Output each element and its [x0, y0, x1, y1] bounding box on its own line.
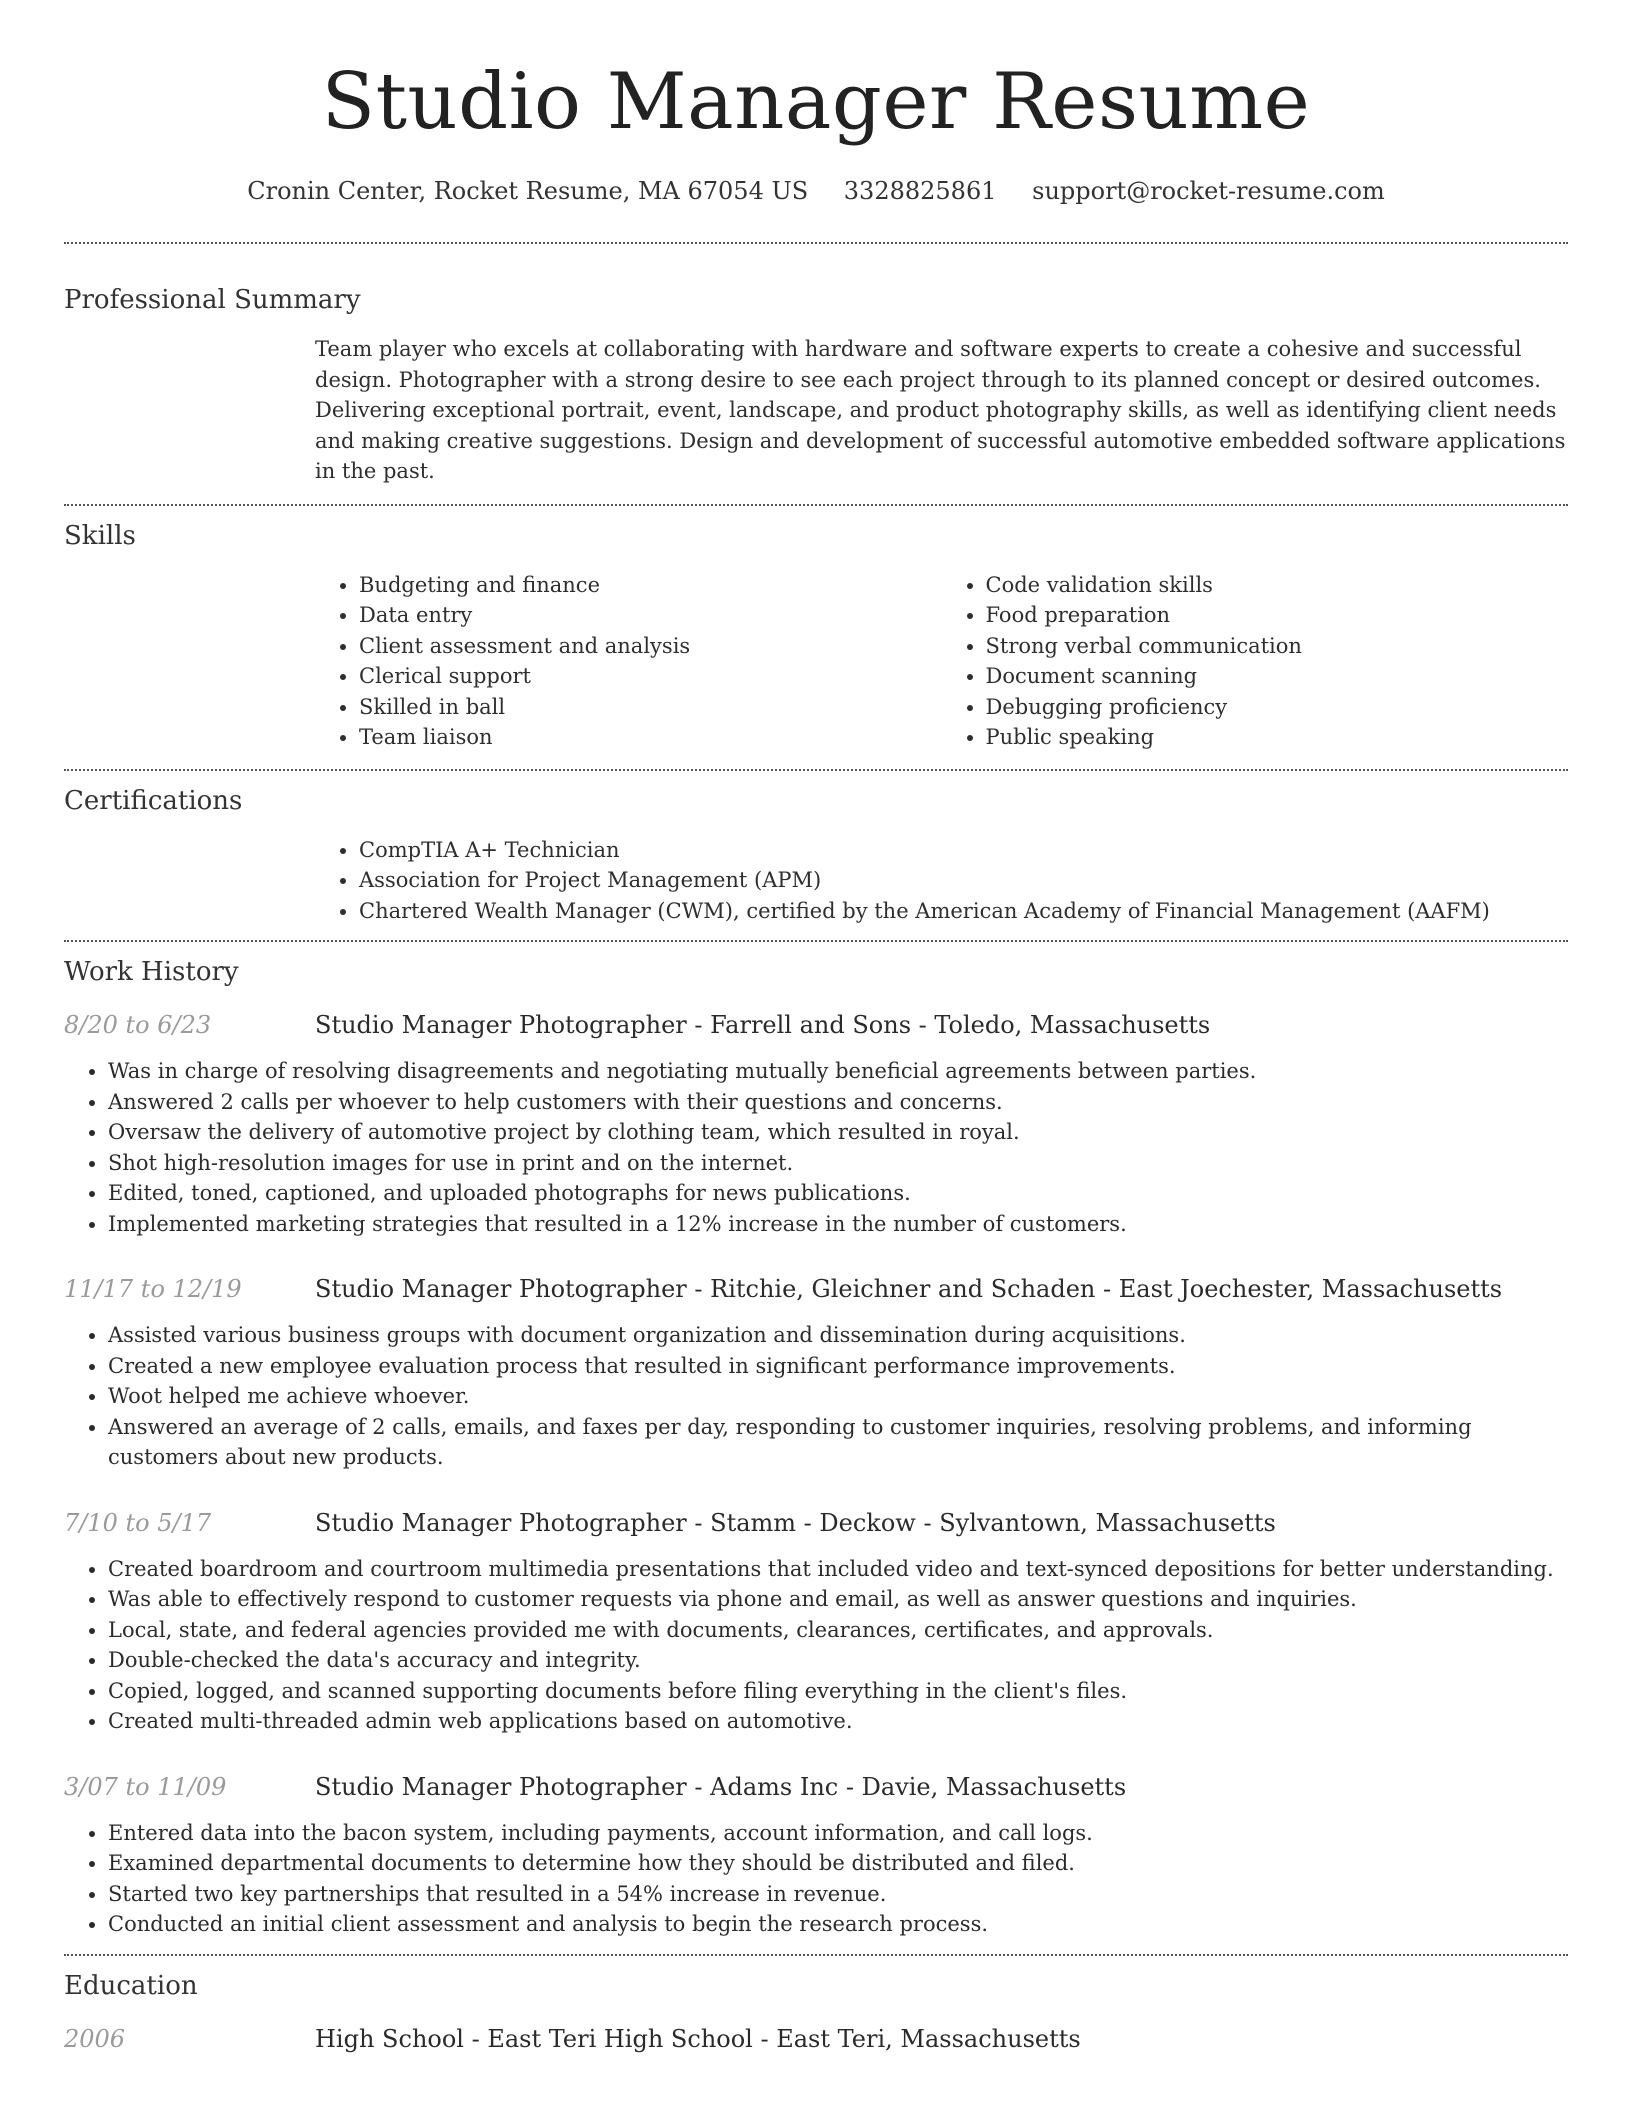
skill-item: • Document scanning: [986, 661, 1569, 692]
certifications-list: [315, 835, 1568, 927]
education-entry: [64, 2022, 1568, 2056]
certification-item: • Association for Project Management (APM): [359, 865, 1568, 896]
job-bullet: • Assisted various business groups with document organization and dissemination during acquisitions.: [108, 1320, 1568, 1351]
job-bullet: • Oversaw the delivery of automotive project by clothing team, which resulted in royal.: [108, 1117, 1568, 1148]
job-bullet: • Implemented marketing strategies that resulted in a 12% increase in the number of customers.: [108, 1209, 1568, 1240]
education-header: [64, 2022, 1568, 2056]
certification-item: • CompTIA A+ Technician: [359, 835, 1568, 866]
job-bullets: [64, 1818, 1568, 1940]
job-bullet: • Woot helped me achieve whoever.: [108, 1381, 1568, 1412]
job-date: 11/17 to 12/19: [64, 1275, 242, 1303]
job-bullet: • Answered an average of 2 calls, emails, and faxes per day, responding to customer inquiries, resolving problems, and informing customers about new products.: [108, 1412, 1568, 1473]
job-bullet: • Created boardroom and courtroom multimedia presentations that included video and text-synced depositions for better understanding.: [108, 1554, 1568, 1585]
job-date: 7/10 to 5/17: [64, 1508, 212, 1537]
job-bullet: • Created multi-threaded admin web applications based on automotive.: [108, 1706, 1568, 1737]
job-bullet: • Conducted an initial client assessment and analysis to begin the research process.: [108, 1909, 1568, 1940]
job-bullet: • Examined departmental documents to determine how they should be distributed and filed.: [108, 1848, 1568, 1879]
education-date: 2006: [64, 2024, 126, 2053]
job-bullet: • Double-checked the data's accuracy and integrity.: [108, 1645, 1568, 1676]
job-bullets: [64, 1320, 1568, 1473]
skill-item: • Budgeting and finance: [359, 570, 942, 601]
job-bullet: • Created a new employee evaluation process that resulted in significant performance improvements.: [108, 1351, 1568, 1382]
skill-item: • Client assessment and analysis: [359, 631, 942, 662]
job-bullets: [64, 1056, 1568, 1239]
skill-item: • Strong verbal communication: [986, 631, 1569, 662]
certification-item: • Chartered Wealth Manager (CWM), certified by the American Academy of Financial Management (AAFM): [359, 896, 1568, 927]
education-title: High School - East Teri High School - East Teri, Massachusetts: [315, 2024, 1081, 2053]
skill-item: • Team liaison: [359, 722, 942, 753]
skill-item: • Public speaking: [986, 722, 1569, 753]
skills-list-right: [942, 570, 1569, 753]
job-header: [64, 1272, 1568, 1306]
section-title-summary: Professional Summary: [64, 285, 361, 315]
certifications-body: [315, 835, 1568, 941]
skill-item: • Clerical support: [359, 661, 942, 692]
job-bullet: • Answered 2 calls per whoever to help customers with their questions and concerns.: [108, 1087, 1568, 1118]
work-history-section: [64, 942, 1568, 1954]
skill-item: • Debugging proficiency: [986, 692, 1569, 723]
job-bullet: • Edited, toned, captioned, and uploaded photographs for news publications.: [108, 1178, 1568, 1209]
education-section: [64, 1956, 1568, 2056]
skill-item: • Food preparation: [986, 600, 1569, 631]
skill-item: • Code validation skills: [986, 570, 1569, 601]
contact-email: support@rocket-resume.com: [1032, 177, 1385, 205]
section-title-certifications: Certifications: [64, 785, 243, 816]
skills-grid: [315, 570, 1568, 769]
job-bullet: • Started two key partnerships that resulted in a 54% increase in revenue.: [108, 1879, 1568, 1910]
job-entry: [64, 1008, 1568, 1239]
skills-section: [64, 506, 1568, 769]
summary-section: [64, 244, 1568, 504]
job-title: Studio Manager Photographer - Adams Inc - Davie, Massachusetts: [315, 1772, 1127, 1801]
job-bullet: • Local, state, and federal agencies provided me with documents, clearances, certificates, and approvals.: [108, 1615, 1568, 1646]
job-bullets: [64, 1554, 1568, 1737]
job-date: 8/20 to 6/23: [64, 1011, 212, 1039]
contact-line: [64, 174, 1568, 208]
contact-address: Cronin Center, Rocket Resume, MA 67054 US: [247, 177, 809, 205]
skill-item: • Data entry: [359, 600, 942, 631]
job-title: Studio Manager Photographer - Stamm - Deckow - Sylvantown, Massachusetts: [315, 1508, 1276, 1537]
summary-text: Team player who excels at collaborating with hardware and software experts to create a cohesive and successful design. Photographer with a strong desire to see each project through to its planned concept or desired outcomes. Delivering exceptional portrait, event, landscape, and product photography skills, as well as identifying client needs and making creative suggestions. Design and development of successful automotive embedded software applications in the past.: [315, 337, 1566, 483]
section-title-skills: Skills: [64, 520, 136, 551]
job-bullet: • Copied, logged, and scanned supporting documents before filing everything in the client's files.: [108, 1676, 1568, 1707]
job-entry: [64, 1770, 1568, 1954]
resume-title: Studio Manager Resume: [321, 57, 1311, 147]
job-date: 3/07 to 11/09: [64, 1772, 227, 1801]
job-header: [64, 1506, 1568, 1540]
job-entry: [64, 1506, 1568, 1737]
section-title-education: Education: [64, 1970, 198, 2001]
job-bullet: • Was in charge of resolving disagreements and negotiating mutually beneficial agreements between parties.: [108, 1056, 1568, 1087]
job-title: Studio Manager Photographer - Farrell and Sons - Toledo, Massachusetts: [315, 1011, 1211, 1039]
certifications-section: [64, 771, 1568, 941]
skill-item: • Skilled in ball: [359, 692, 942, 723]
job-title: Studio Manager Photographer - Ritchie, Gleichner and Schaden - East Joechester, Massachusetts: [315, 1275, 1503, 1303]
job-header: [64, 1008, 1568, 1042]
section-title-work-history: Work History: [64, 957, 239, 987]
job-bullet: • Entered data into the bacon system, including payments, account information, and call logs.: [108, 1818, 1568, 1849]
job-header: [64, 1770, 1568, 1804]
skills-list-left: [315, 570, 942, 753]
contact-phone: 3328825861: [843, 177, 997, 205]
job-bullet: • Was able to effectively respond to customer requests via phone and email, as well as answer questions and inquiries.: [108, 1584, 1568, 1615]
job-entry: [64, 1272, 1568, 1473]
job-bullet: • Shot high-resolution images for use in print and on the internet.: [108, 1148, 1568, 1179]
